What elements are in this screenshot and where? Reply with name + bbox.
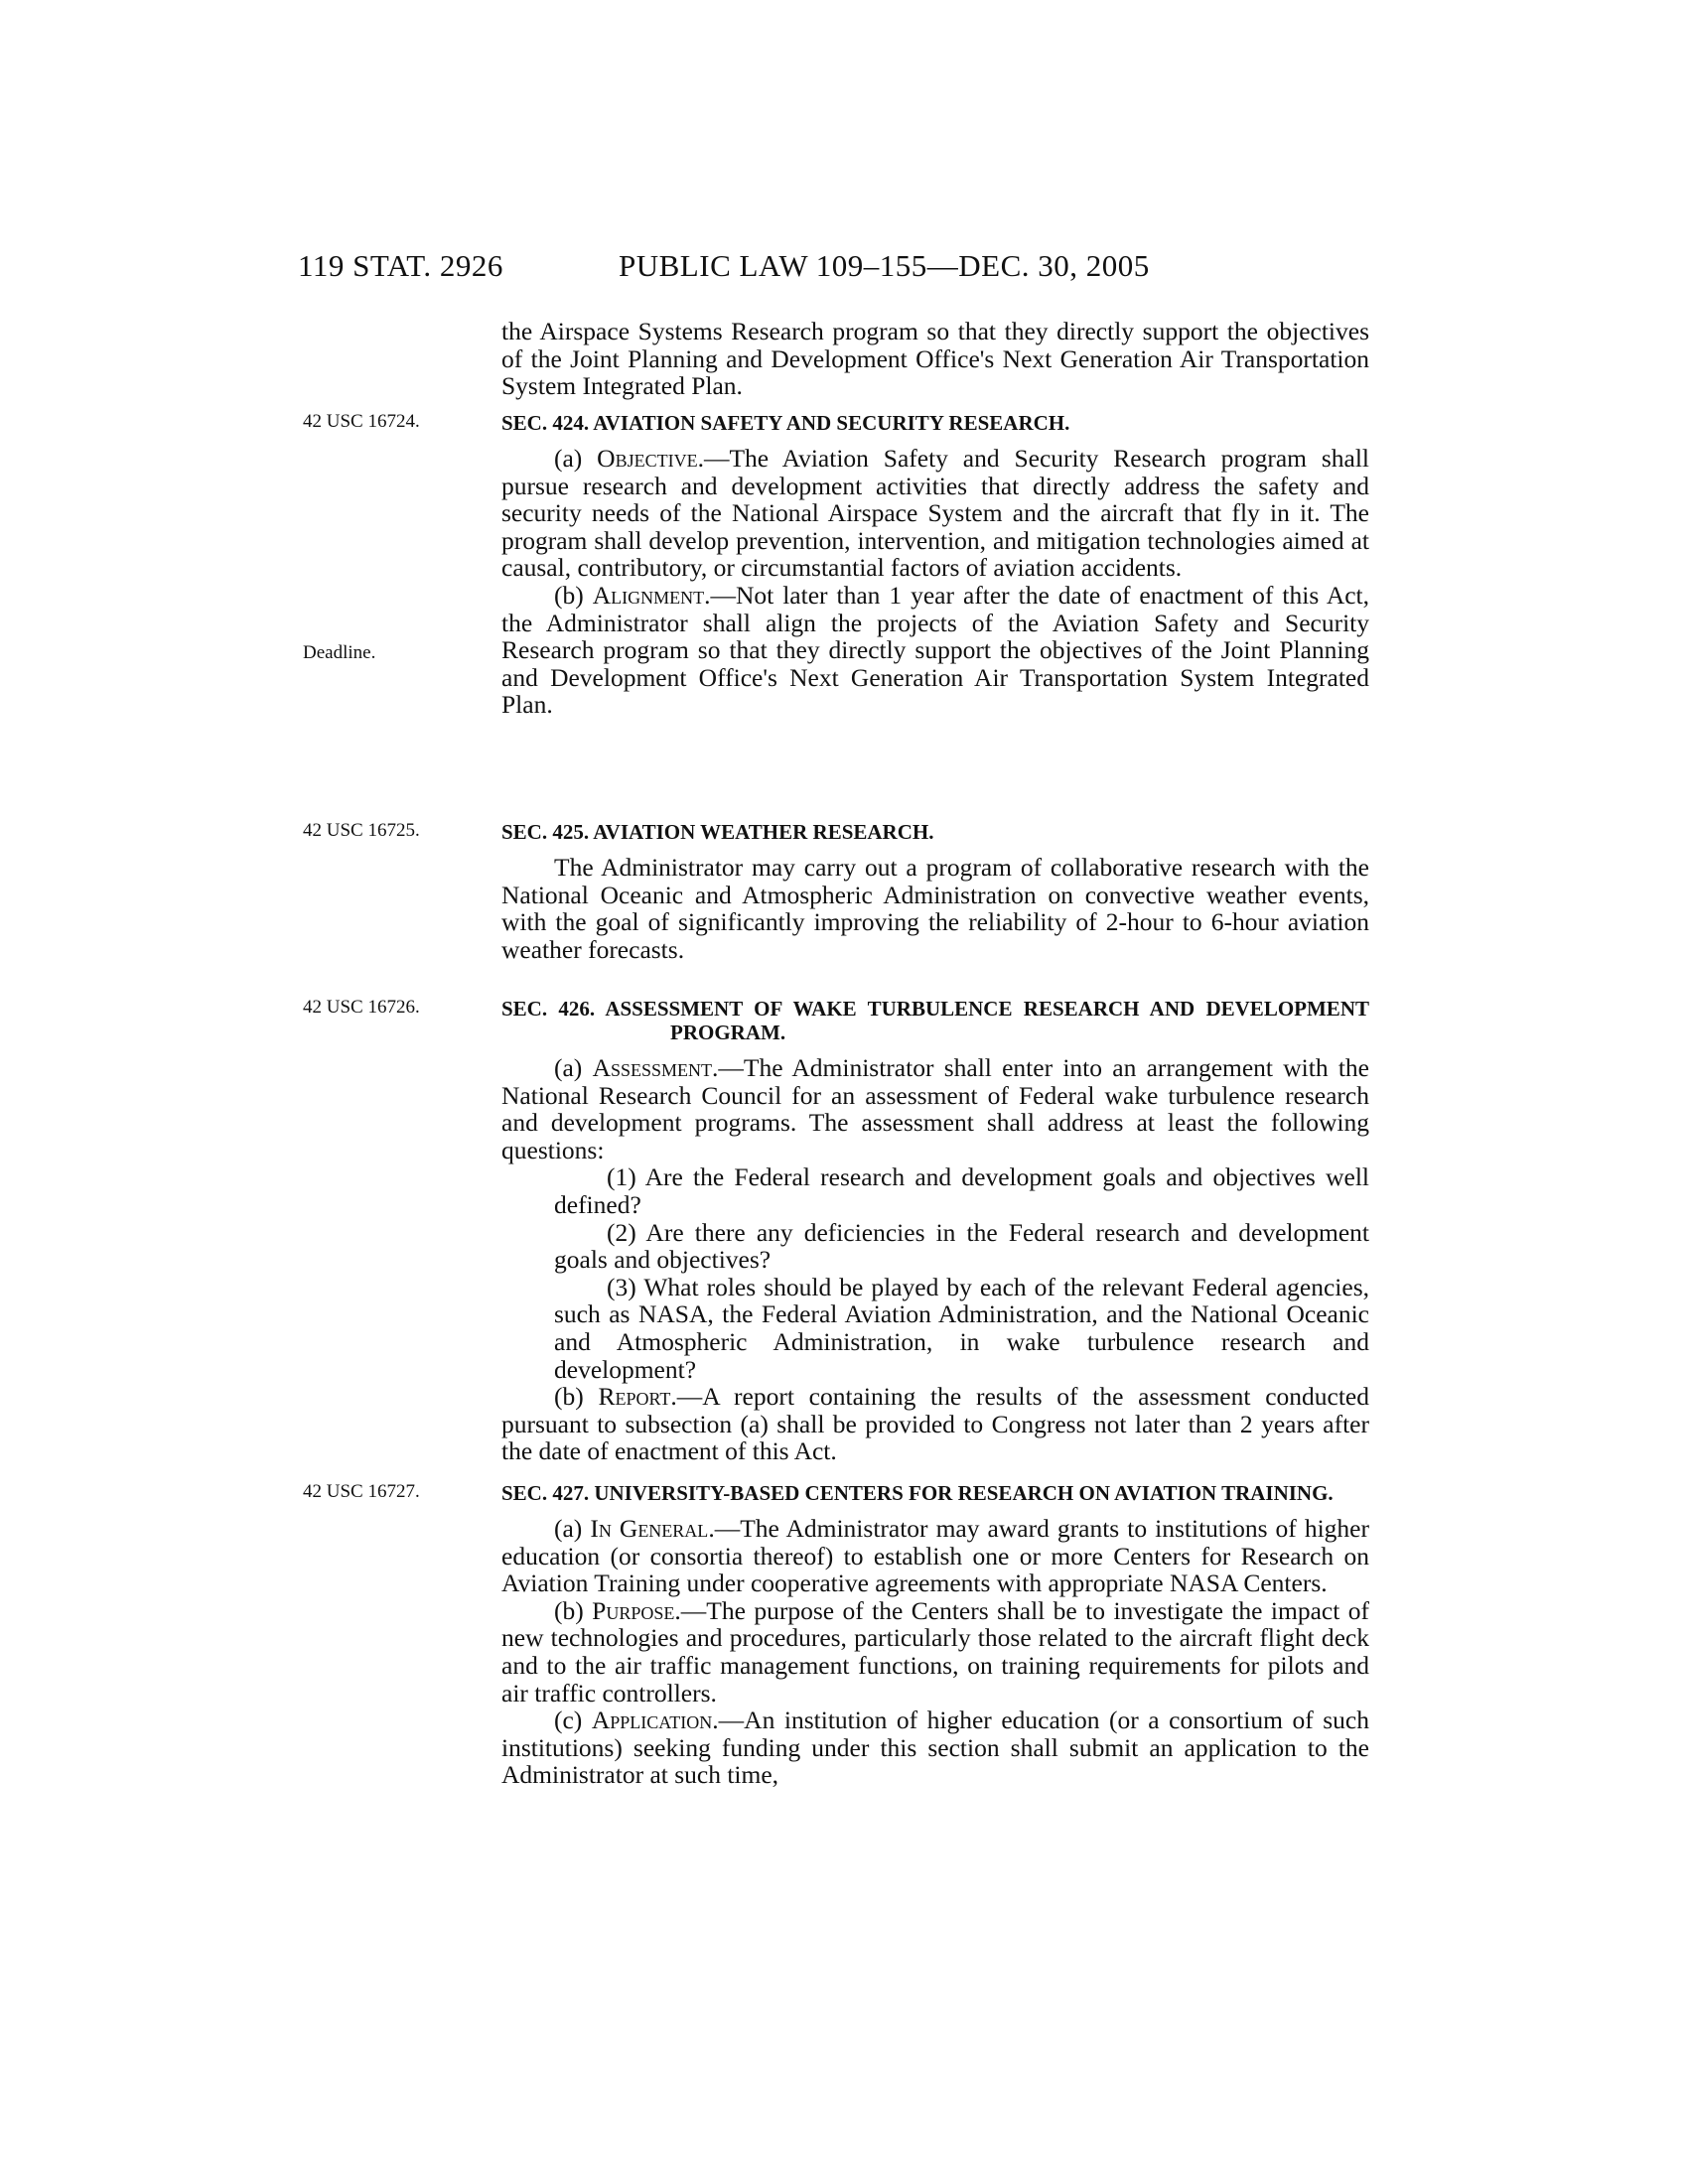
- margin-note-deadline: Deadline.: [303, 642, 376, 663]
- section-427-heading: SEC. 427. UNIVERSITY-BASED CENTERS FOR RESEARCH ON AVIATION TRAINING.: [501, 1481, 1334, 1505]
- intro-paragraph: the Airspace Systems Research program so that they directly support the objectives of the Joint Planning and Development Office's Next Generation Air Transportation System Integrated Plan.: [501, 317, 1369, 401]
- section-424-heading: SEC. 424. AVIATION SAFETY AND SECURITY RESEARCH.: [501, 411, 1070, 435]
- section-424: [501, 411, 1369, 719]
- section-426-question-1: (1) Are the Federal research and development goals and objectives well defined?: [554, 1162, 1369, 1219]
- section-424-b: (b) Alignment.—Not later than 1 year after the date of enactment of this Act, the Administrator shall align the projects of the Aviation Safety and Security Research program so that they directly support the objectives of the Joint Planning and Development Office's Next Generation Air Transportation System Integrated Plan.: [501, 580, 1370, 720]
- page-stat-number: 119 STAT. 2926: [298, 248, 503, 283]
- margin-note-usc-16727: 42 USC 16727.: [303, 1481, 420, 1502]
- intro-block: [501, 318, 1369, 400]
- page-running-title: PUBLIC LAW 109–155—DEC. 30, 2005: [619, 248, 1150, 283]
- section-427-a: (a) In General.—The Administrator may award grants to institutions of higher education (or consortia thereof) to establish one or more Centers for Research on Aviation Training under cooperative agreements with appropriate NASA Centers.: [501, 1514, 1369, 1598]
- margin-note-usc-16724: 42 USC 16724.: [303, 411, 420, 432]
- margin-note-usc-16726: 42 USC 16726.: [303, 997, 420, 1018]
- section-425-heading: SEC. 425. AVIATION WEATHER RESEARCH.: [501, 820, 934, 844]
- section-427: [501, 1481, 1369, 1789]
- section-427-c: (c) Application.—An institution of higher education (or a consortium of such institutions) seeking funding under this section shall submit an application to the Administrator at such time,: [501, 1706, 1369, 1790]
- section-426-heading: SEC. 426. ASSESSMENT OF WAKE TURBULENCE RESEARCH AND DEVELOPMENT PROGRAM.: [501, 997, 1369, 1044]
- section-426-a: (a) Assessment.—The Administrator shall enter into an arrangement with the National Research Council for an assessment of Federal wake turbulence research and development programs. The assessment shall address at least the following questions:: [501, 1053, 1369, 1164]
- section-426-b: (b) Report.—A report containing the results of the assessment conducted pursuant to subsection (a) shall be provided to Congress not later than 2 years after the date of enactment of this Act.: [501, 1382, 1369, 1466]
- section-424-a: (a) Objective.—The Aviation Safety and Security Research program shall pursue research and development activities that directly address the safety and security needs of the National Airspace System and the aircraft that fly in it. The program shall develop prevention, intervention, and mitigation technologies aimed at causal, contributory, or circumstantial factors of aviation accidents.: [501, 444, 1369, 583]
- section-425: [501, 820, 1369, 963]
- margin-note-usc-16725: 42 USC 16725.: [303, 820, 420, 841]
- section-425-text: The Administrator may carry out a program of collaborative research with the National Oceanic and Atmospheric Administration on convective weather events, with the goal of significantly improving the reliability of 2-hour to 6-hour aviation weather forecasts.: [501, 853, 1369, 964]
- section-426-question-2: (2) Are there any deficiencies in the Federal research and development goals and objectives?: [554, 1217, 1369, 1275]
- section-426: [501, 997, 1369, 1465]
- section-426-question-3: (3) What roles should be played by each of the relevant Federal agencies, such as NASA, the Federal Aviation Administration, and the National Oceanic and Atmospheric Administration, in wake turbulence research and development?: [554, 1272, 1369, 1384]
- section-427-b: (b) Purpose.—The purpose of the Centers shall be to investigate the impact of new technologies and procedures, particularly those related to the aircraft flight deck and to the air traffic management functions, on training requirements for pilots and air traffic controllers.: [501, 1595, 1370, 1707]
